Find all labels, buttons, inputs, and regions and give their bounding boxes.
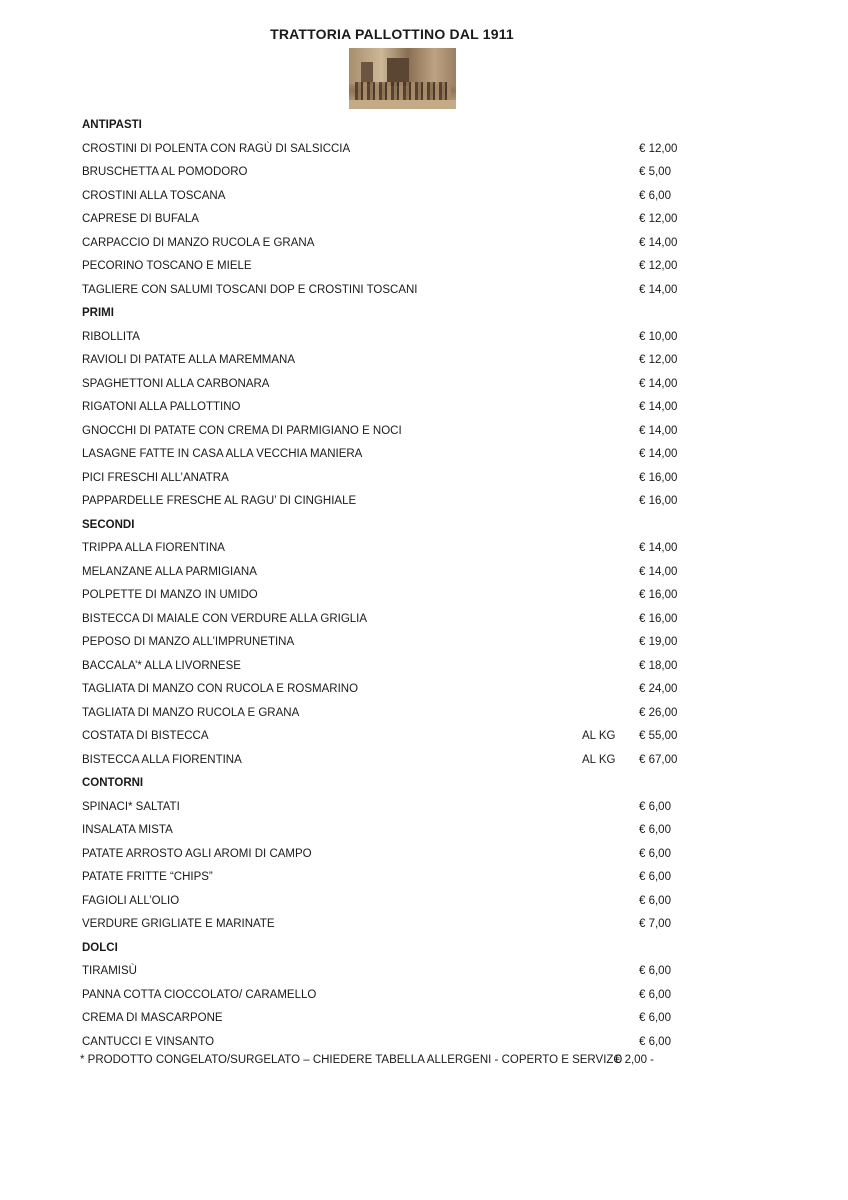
menu-item — [0, 561, 848, 585]
menu-item — [0, 396, 848, 420]
menu-item-name: PAPPARDELLE FRESCHE AL RAGU’ DI CINGHIALE — [82, 495, 357, 507]
menu-item — [0, 138, 848, 162]
section-heading-antipasti — [0, 114, 848, 138]
photo-ground — [349, 100, 456, 109]
menu-item-price: € 55,00 — [639, 730, 678, 742]
menu-item-name: TIRAMISÙ — [82, 965, 137, 977]
footer-text: * PRODOTTO CONGELATO/SURGELATO – CHIEDERE TABELLA ALLERGENI - COPERTO E SERVIZO — [80, 1054, 623, 1066]
menu-item — [0, 467, 848, 491]
menu-item-name: POLPETTE DI MANZO IN UMIDO — [82, 589, 258, 601]
menu-item-name: RIGATONI ALLA PALLOTTINO — [82, 401, 241, 413]
menu-item-name: TAGLIATA DI MANZO CON RUCOLA E ROSMARINO — [82, 683, 359, 695]
menu-item-name: TAGLIATA DI MANZO RUCOLA E GRANA — [82, 706, 300, 719]
menu-item — [0, 890, 848, 914]
menu-item — [0, 232, 848, 256]
menu-item-price: € 6,00 — [639, 1012, 671, 1024]
menu-item-name: PICI FRESCHI ALL’ANATRA — [82, 471, 229, 484]
menu-item — [0, 913, 848, 937]
menu-item-name: CANTUCCI E VINSANTO — [82, 1035, 215, 1048]
section-heading-contorni — [0, 772, 848, 796]
menu-item-price: € 12,00 — [639, 213, 678, 225]
menu-item — [0, 326, 848, 350]
menu-item-name: CARPACCIO DI MANZO RUCOLA E GRANA — [82, 236, 315, 249]
menu-item-name: PATATE ARROSTO AGLI AROMI DI CAMPO — [82, 847, 312, 860]
menu-item — [0, 608, 848, 632]
menu-item-price: € 6,00 — [639, 988, 671, 1001]
historic-photo — [349, 48, 456, 109]
menu-item-price: € 14,00 — [639, 377, 678, 390]
menu-item — [0, 984, 848, 1008]
menu-item-name: VERDURE GRIGLIATE E MARINATE — [82, 918, 275, 930]
menu-item-price: € 10,00 — [639, 330, 678, 343]
menu-item-price: € 14,00 — [639, 283, 678, 296]
menu-item-name: PATATE FRITTE “CHIPS” — [82, 871, 213, 883]
section-title: ANTIPASTI — [82, 119, 142, 131]
menu-item-price: € 16,00 — [639, 612, 678, 625]
menu-item-price: € 12,00 — [639, 260, 678, 272]
menu-item-price: € 67,00 — [639, 753, 678, 766]
menu-item-price: € 6,00 — [639, 1035, 671, 1048]
cover-charge-price: € 2,00 - — [615, 1054, 654, 1066]
menu-item — [0, 1007, 848, 1031]
menu-item — [0, 279, 848, 303]
menu-item — [0, 796, 848, 820]
footer-note — [80, 1054, 654, 1066]
menu-item — [0, 208, 848, 232]
menu-item-price: € 6,00 — [639, 189, 671, 202]
menu-item-name: LASAGNE FATTE IN CASA ALLA VECCHIA MANIERA — [82, 448, 363, 460]
menu-item-price: € 14,00 — [639, 448, 678, 460]
menu-item — [0, 537, 848, 561]
menu-item — [0, 373, 848, 397]
menu-item-price: € 6,00 — [639, 871, 671, 883]
menu-item-price: € 14,00 — [639, 401, 678, 413]
menu-item-name: BACCALA’* ALLA LIVORNESE — [82, 659, 241, 672]
section-title: CONTORNI — [82, 777, 144, 789]
menu-item-price: € 12,00 — [639, 142, 678, 155]
menu-item-name: CROSTINI ALLA TOSCANA — [82, 189, 226, 202]
menu-item-price: € 6,00 — [639, 847, 671, 860]
menu-item-name: FAGIOLI ALL’OLIO — [82, 894, 180, 907]
menu-item — [0, 960, 848, 984]
menu-item — [0, 349, 848, 373]
menu-item — [0, 678, 848, 702]
menu-item-name: PANNA COTTA CIOCCOLATO/ CARAMELLO — [82, 988, 317, 1001]
menu-item-price: € 14,00 — [639, 542, 678, 554]
menu-item-price: € 7,00 — [639, 918, 671, 930]
menu-item-name: BRUSCHETTA AL POMODORO — [82, 166, 248, 178]
menu-item — [0, 702, 848, 726]
menu-title: TRATTORIA PALLOTTINO DAL 1911 — [270, 26, 514, 42]
menu-item-unit: AL KG — [582, 753, 616, 766]
menu-item-name: TAGLIERE CON SALUMI TOSCANI DOP E CROSTINI TOSCANI — [82, 283, 418, 296]
section-heading-secondi — [0, 514, 848, 538]
menu-item-name: RIBOLLITA — [82, 330, 140, 343]
menu-item — [0, 1031, 848, 1055]
menu-item — [0, 185, 848, 209]
menu-item — [0, 725, 848, 749]
menu-item-price: € 16,00 — [639, 495, 678, 507]
menu-item — [0, 443, 848, 467]
menu-item — [0, 655, 848, 679]
menu-item — [0, 161, 848, 185]
menu-item — [0, 866, 848, 890]
menu-item-name: CROSTINI DI POLENTA CON RAGÙ DI SALSICCIA — [82, 142, 351, 155]
menu-item-price: € 5,00 — [639, 166, 671, 178]
menu-item-name: PEPOSO DI MANZO ALL’IMPRUNETINA — [82, 636, 295, 648]
menu-item-price: € 12,00 — [639, 354, 678, 366]
menu-item-name: RAVIOLI DI PATATE ALLA MAREMMANA — [82, 354, 296, 366]
menu-item-name: SPINACI* SALTATI — [82, 800, 180, 813]
menu-list — [0, 114, 848, 1054]
menu-item-price: € 6,00 — [639, 894, 671, 907]
menu-item-price: € 6,00 — [639, 965, 671, 977]
section-title: PRIMI — [82, 307, 114, 319]
menu-item-name: MELANZANE ALLA PARMIGIANA — [82, 565, 257, 578]
menu-item-price: € 14,00 — [639, 565, 678, 578]
menu-item-price: € 6,00 — [639, 824, 671, 836]
menu-item — [0, 819, 848, 843]
menu-item-name: SPAGHETTONI ALLA CARBONARA — [82, 377, 270, 390]
menu-item-name: GNOCCHI DI PATATE CON CREMA DI PARMIGIANO E NOCI — [82, 424, 402, 437]
menu-item — [0, 490, 848, 514]
menu-item — [0, 749, 848, 773]
photo-crowd — [355, 82, 451, 100]
menu-item-price: € 16,00 — [639, 471, 678, 484]
section-title: SECONDI — [82, 518, 135, 531]
menu-item-price: € 18,00 — [639, 659, 678, 672]
section-heading-primi — [0, 302, 848, 326]
section-title: DOLCI — [82, 941, 118, 954]
menu-item-name: BISTECCA DI MAIALE CON VERDURE ALLA GRIGLIA — [82, 612, 368, 625]
menu-item-price: € 6,00 — [639, 800, 671, 813]
section-heading-dolci — [0, 937, 848, 961]
menu-item-price: € 16,00 — [639, 589, 678, 601]
menu-item-name: BISTECCA ALLA FIORENTINA — [82, 753, 242, 766]
menu-item-price: € 26,00 — [639, 706, 678, 719]
menu-item-name: CREMA DI MASCARPONE — [82, 1012, 223, 1024]
menu-item — [0, 420, 848, 444]
menu-item-price: € 24,00 — [639, 683, 678, 695]
menu-item-unit: AL KG — [582, 730, 616, 742]
menu-item-price: € 14,00 — [639, 236, 678, 249]
menu-item-price: € 19,00 — [639, 636, 678, 648]
photo-window — [361, 62, 373, 84]
menu-item-name: PECORINO TOSCANO E MIELE — [82, 260, 252, 272]
menu-item — [0, 584, 848, 608]
menu-item-name: INSALATA MISTA — [82, 824, 173, 836]
menu-item — [0, 631, 848, 655]
menu-item — [0, 255, 848, 279]
menu-item-price: € 14,00 — [639, 424, 678, 437]
menu-item-name: CAPRESE DI BUFALA — [82, 213, 199, 225]
menu-item-name: COSTATA DI BISTECCA — [82, 730, 209, 742]
menu-item-name: TRIPPA ALLA FIORENTINA — [82, 542, 225, 554]
menu-item — [0, 843, 848, 867]
